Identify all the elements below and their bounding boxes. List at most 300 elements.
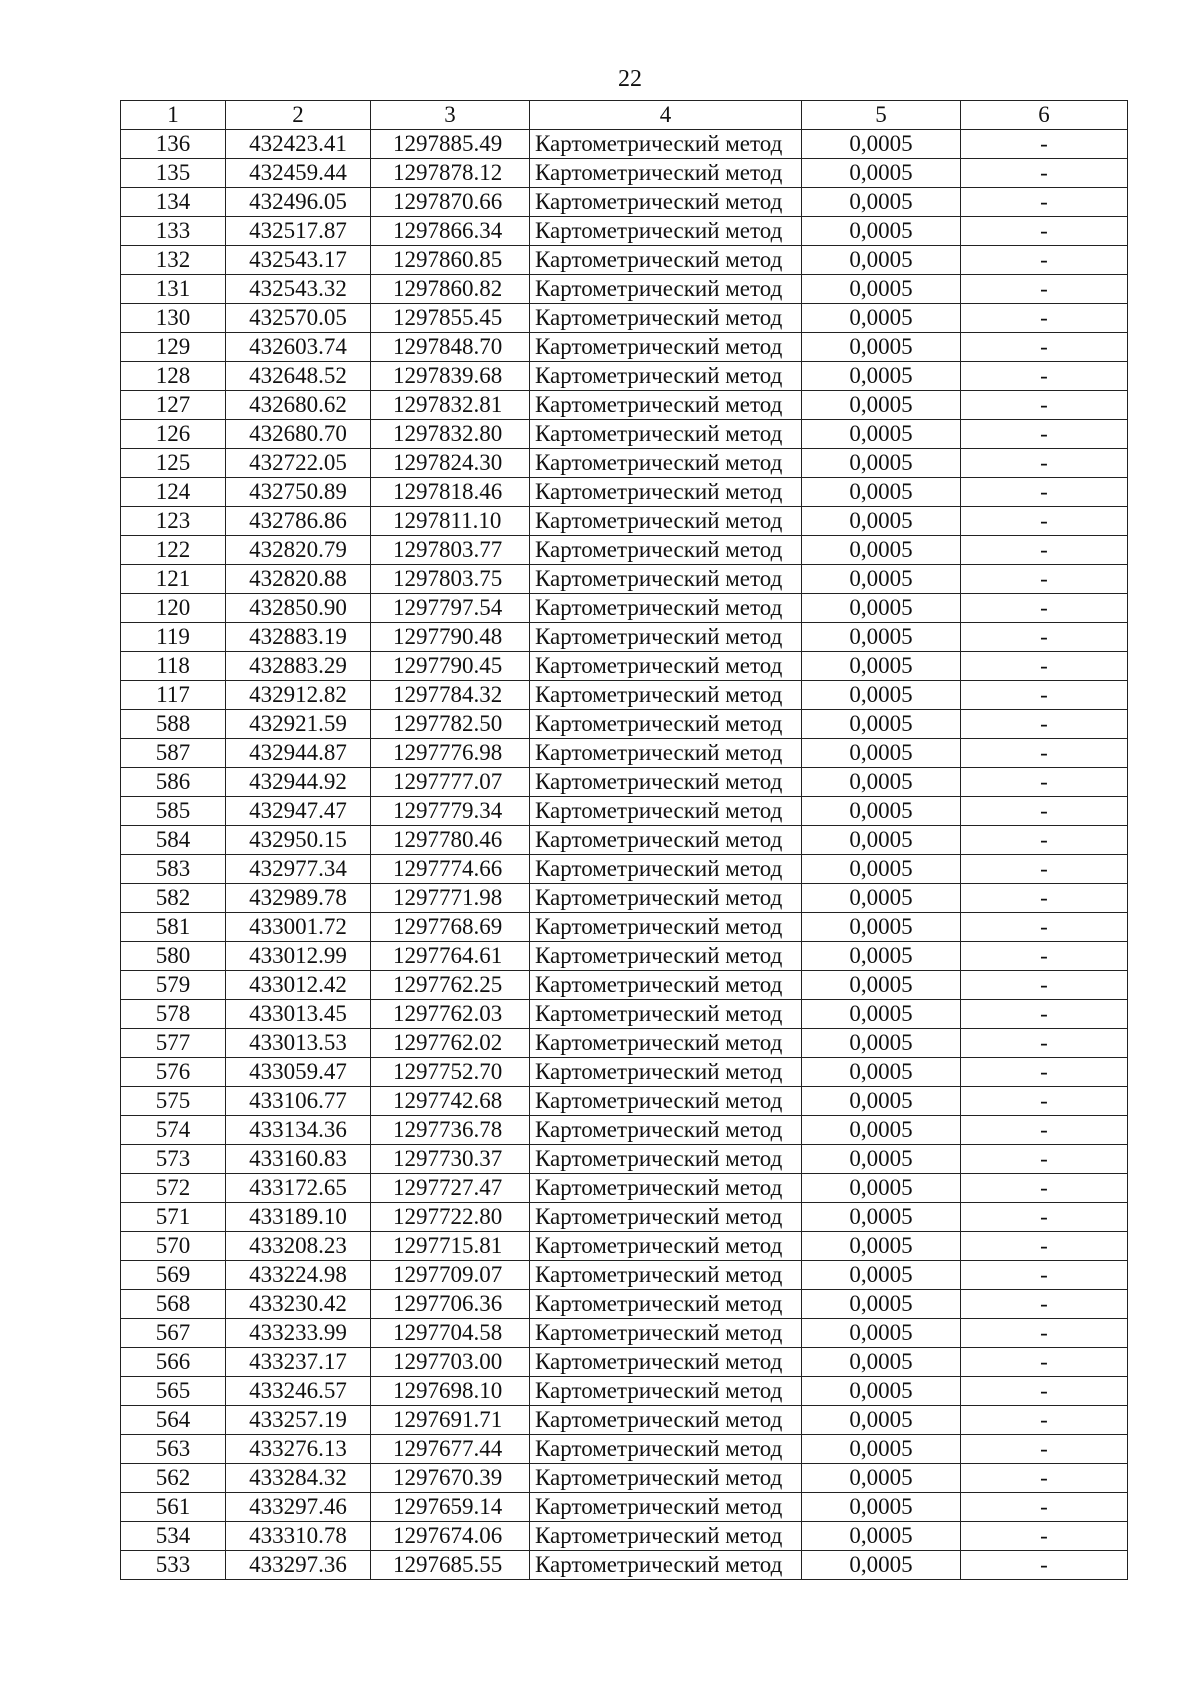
point-number-cell: 566 [121, 1348, 226, 1377]
note-cell: - [961, 855, 1128, 884]
accuracy-cell: 0,0005 [802, 565, 961, 594]
note-cell: - [961, 1290, 1128, 1319]
accuracy-cell: 0,0005 [802, 1522, 961, 1551]
note-cell: - [961, 768, 1128, 797]
note-cell: - [961, 594, 1128, 623]
table-row [121, 1174, 1128, 1203]
point-number-cell: 576 [121, 1058, 226, 1087]
accuracy-cell: 0,0005 [802, 652, 961, 681]
y-coordinate-cell: 1297860.82 [371, 275, 530, 304]
method-cell: Картометрический метод [530, 913, 802, 942]
point-number-cell: 128 [121, 362, 226, 391]
method-cell: Картометрический метод [530, 1435, 802, 1464]
y-coordinate-cell: 1297722.80 [371, 1203, 530, 1232]
table-row [121, 797, 1128, 826]
method-cell: Картометрический метод [530, 1232, 802, 1261]
point-number-cell: 119 [121, 623, 226, 652]
table-row [121, 1406, 1128, 1435]
method-cell: Картометрический метод [530, 275, 802, 304]
method-cell: Картометрический метод [530, 391, 802, 420]
accuracy-cell: 0,0005 [802, 681, 961, 710]
note-cell: - [961, 913, 1128, 942]
method-cell: Картометрический метод [530, 623, 802, 652]
x-coordinate-cell: 433012.42 [226, 971, 371, 1000]
x-coordinate-cell: 432786.86 [226, 507, 371, 536]
x-coordinate-cell: 433106.77 [226, 1087, 371, 1116]
table-row [121, 710, 1128, 739]
note-cell: - [961, 275, 1128, 304]
note-cell: - [961, 797, 1128, 826]
note-cell: - [961, 1348, 1128, 1377]
x-coordinate-cell: 433189.10 [226, 1203, 371, 1232]
table-row [121, 536, 1128, 565]
method-cell: Картометрический метод [530, 217, 802, 246]
y-coordinate-cell: 1297762.25 [371, 971, 530, 1000]
x-coordinate-cell: 433297.36 [226, 1551, 371, 1580]
method-cell: Картометрический метод [530, 855, 802, 884]
note-cell: - [961, 1464, 1128, 1493]
table-row [121, 826, 1128, 855]
accuracy-cell: 0,0005 [802, 1435, 961, 1464]
accuracy-cell: 0,0005 [802, 739, 961, 768]
point-number-cell: 561 [121, 1493, 226, 1522]
x-coordinate-cell: 433246.57 [226, 1377, 371, 1406]
note-cell: - [961, 1116, 1128, 1145]
x-coordinate-cell: 433230.42 [226, 1290, 371, 1319]
x-coordinate-cell: 433297.46 [226, 1493, 371, 1522]
point-number-cell: 586 [121, 768, 226, 797]
method-cell: Картометрический метод [530, 884, 802, 913]
point-number-cell: 570 [121, 1232, 226, 1261]
method-cell: Картометрический метод [530, 304, 802, 333]
table-header [121, 101, 1128, 130]
x-coordinate-cell: 433208.23 [226, 1232, 371, 1261]
method-cell: Картометрический метод [530, 594, 802, 623]
x-coordinate-cell: 432648.52 [226, 362, 371, 391]
note-cell: - [961, 420, 1128, 449]
note-cell: - [961, 565, 1128, 594]
x-coordinate-cell: 433001.72 [226, 913, 371, 942]
note-cell: - [961, 681, 1128, 710]
point-number-cell: 121 [121, 565, 226, 594]
point-number-cell: 132 [121, 246, 226, 275]
column-header-4: 4 [530, 101, 802, 130]
table-row [121, 623, 1128, 652]
method-cell: Картометрический метод [530, 1290, 802, 1319]
table-row [121, 1290, 1128, 1319]
method-cell: Картометрический метод [530, 246, 802, 275]
y-coordinate-cell: 1297777.07 [371, 768, 530, 797]
accuracy-cell: 0,0005 [802, 884, 961, 913]
y-coordinate-cell: 1297715.81 [371, 1232, 530, 1261]
y-coordinate-cell: 1297706.36 [371, 1290, 530, 1319]
method-cell: Картометрический метод [530, 188, 802, 217]
point-number-cell: 568 [121, 1290, 226, 1319]
point-number-cell: 533 [121, 1551, 226, 1580]
accuracy-cell: 0,0005 [802, 246, 961, 275]
method-cell: Картометрический метод [530, 1116, 802, 1145]
note-cell: - [961, 449, 1128, 478]
header-row [121, 101, 1128, 130]
accuracy-cell: 0,0005 [802, 1029, 961, 1058]
x-coordinate-cell: 432912.82 [226, 681, 371, 710]
point-number-cell: 534 [121, 1522, 226, 1551]
note-cell: - [961, 1174, 1128, 1203]
method-cell: Картометрический метод [530, 1406, 802, 1435]
y-coordinate-cell: 1297797.54 [371, 594, 530, 623]
accuracy-cell: 0,0005 [802, 1116, 961, 1145]
method-cell: Картометрический метод [530, 565, 802, 594]
table-row [121, 1203, 1128, 1232]
accuracy-cell: 0,0005 [802, 1290, 961, 1319]
point-number-cell: 129 [121, 333, 226, 362]
point-number-cell: 562 [121, 1464, 226, 1493]
method-cell: Картометрический метод [530, 971, 802, 1000]
y-coordinate-cell: 1297764.61 [371, 942, 530, 971]
table-row [121, 1551, 1128, 1580]
table-row [121, 478, 1128, 507]
table-row [121, 1493, 1128, 1522]
point-number-cell: 578 [121, 1000, 226, 1029]
table-row [121, 420, 1128, 449]
y-coordinate-cell: 1297768.69 [371, 913, 530, 942]
y-coordinate-cell: 1297848.70 [371, 333, 530, 362]
method-cell: Картометрический метод [530, 1493, 802, 1522]
y-coordinate-cell: 1297780.46 [371, 826, 530, 855]
accuracy-cell: 0,0005 [802, 217, 961, 246]
accuracy-cell: 0,0005 [802, 913, 961, 942]
y-coordinate-cell: 1297776.98 [371, 739, 530, 768]
method-cell: Картометрический метод [530, 1029, 802, 1058]
accuracy-cell: 0,0005 [802, 1087, 961, 1116]
table-row [121, 1232, 1128, 1261]
accuracy-cell: 0,0005 [802, 304, 961, 333]
table-row [121, 1261, 1128, 1290]
y-coordinate-cell: 1297762.02 [371, 1029, 530, 1058]
accuracy-cell: 0,0005 [802, 536, 961, 565]
accuracy-cell: 0,0005 [802, 942, 961, 971]
note-cell: - [961, 1203, 1128, 1232]
method-cell: Картометрический метод [530, 507, 802, 536]
method-cell: Картометрический метод [530, 333, 802, 362]
note-cell: - [961, 333, 1128, 362]
x-coordinate-cell: 433013.53 [226, 1029, 371, 1058]
y-coordinate-cell: 1297727.47 [371, 1174, 530, 1203]
accuracy-cell: 0,0005 [802, 478, 961, 507]
method-cell: Картометрический метод [530, 362, 802, 391]
note-cell: - [961, 246, 1128, 275]
y-coordinate-cell: 1297674.06 [371, 1522, 530, 1551]
x-coordinate-cell: 432543.32 [226, 275, 371, 304]
point-number-cell: 135 [121, 159, 226, 188]
note-cell: - [961, 1493, 1128, 1522]
y-coordinate-cell: 1297878.12 [371, 159, 530, 188]
note-cell: - [961, 217, 1128, 246]
point-number-cell: 118 [121, 652, 226, 681]
y-coordinate-cell: 1297790.48 [371, 623, 530, 652]
point-number-cell: 572 [121, 1174, 226, 1203]
method-cell: Картометрический метод [530, 1464, 802, 1493]
x-coordinate-cell: 433310.78 [226, 1522, 371, 1551]
column-header-6: 6 [961, 101, 1128, 130]
method-cell: Картометрический метод [530, 420, 802, 449]
y-coordinate-cell: 1297779.34 [371, 797, 530, 826]
table-row [121, 1377, 1128, 1406]
method-cell: Картометрический метод [530, 130, 802, 159]
table-row [121, 188, 1128, 217]
y-coordinate-cell: 1297860.85 [371, 246, 530, 275]
method-cell: Картометрический метод [530, 1348, 802, 1377]
table-row [121, 449, 1128, 478]
accuracy-cell: 0,0005 [802, 275, 961, 304]
x-coordinate-cell: 432459.44 [226, 159, 371, 188]
table-row [121, 1087, 1128, 1116]
x-coordinate-cell: 432944.92 [226, 768, 371, 797]
method-cell: Картометрический метод [530, 1203, 802, 1232]
accuracy-cell: 0,0005 [802, 768, 961, 797]
y-coordinate-cell: 1297784.32 [371, 681, 530, 710]
point-number-cell: 122 [121, 536, 226, 565]
y-coordinate-cell: 1297855.45 [371, 304, 530, 333]
note-cell: - [961, 1000, 1128, 1029]
point-number-cell: 117 [121, 681, 226, 710]
x-coordinate-cell: 433172.65 [226, 1174, 371, 1203]
table-row [121, 1000, 1128, 1029]
x-coordinate-cell: 432947.47 [226, 797, 371, 826]
x-coordinate-cell: 432944.87 [226, 739, 371, 768]
method-cell: Картометрический метод [530, 536, 802, 565]
method-cell: Картометрический метод [530, 710, 802, 739]
table-row [121, 1435, 1128, 1464]
point-number-cell: 588 [121, 710, 226, 739]
accuracy-cell: 0,0005 [802, 507, 961, 536]
y-coordinate-cell: 1297870.66 [371, 188, 530, 217]
method-cell: Картометрический метод [530, 739, 802, 768]
column-header-1: 1 [121, 101, 226, 130]
accuracy-cell: 0,0005 [802, 1551, 961, 1580]
accuracy-cell: 0,0005 [802, 1145, 961, 1174]
column-header-3: 3 [371, 101, 530, 130]
method-cell: Картометрический метод [530, 1058, 802, 1087]
x-coordinate-cell: 432820.79 [226, 536, 371, 565]
column-header-5: 5 [802, 101, 961, 130]
note-cell: - [961, 478, 1128, 507]
y-coordinate-cell: 1297762.03 [371, 1000, 530, 1029]
point-number-cell: 564 [121, 1406, 226, 1435]
point-number-cell: 569 [121, 1261, 226, 1290]
accuracy-cell: 0,0005 [802, 797, 961, 826]
table-row [121, 391, 1128, 420]
method-cell: Картометрический метод [530, 1087, 802, 1116]
y-coordinate-cell: 1297771.98 [371, 884, 530, 913]
method-cell: Картометрический метод [530, 681, 802, 710]
method-cell: Картометрический метод [530, 1522, 802, 1551]
coordinates-table [120, 100, 1128, 1580]
y-coordinate-cell: 1297803.75 [371, 565, 530, 594]
accuracy-cell: 0,0005 [802, 1232, 961, 1261]
accuracy-cell: 0,0005 [802, 826, 961, 855]
accuracy-cell: 0,0005 [802, 971, 961, 1000]
table-row [121, 1029, 1128, 1058]
note-cell: - [961, 739, 1128, 768]
y-coordinate-cell: 1297803.77 [371, 536, 530, 565]
y-coordinate-cell: 1297704.58 [371, 1319, 530, 1348]
table-row [121, 507, 1128, 536]
note-cell: - [961, 1435, 1128, 1464]
y-coordinate-cell: 1297774.66 [371, 855, 530, 884]
accuracy-cell: 0,0005 [802, 1174, 961, 1203]
accuracy-cell: 0,0005 [802, 1058, 961, 1087]
y-coordinate-cell: 1297736.78 [371, 1116, 530, 1145]
note-cell: - [961, 1522, 1128, 1551]
x-coordinate-cell: 432680.62 [226, 391, 371, 420]
x-coordinate-cell: 432820.88 [226, 565, 371, 594]
method-cell: Картометрический метод [530, 478, 802, 507]
table-row [121, 971, 1128, 1000]
method-cell: Картометрический метод [530, 1145, 802, 1174]
y-coordinate-cell: 1297691.71 [371, 1406, 530, 1435]
accuracy-cell: 0,0005 [802, 1377, 961, 1406]
method-cell: Картометрический метод [530, 159, 802, 188]
note-cell: - [961, 1551, 1128, 1580]
point-number-cell: 130 [121, 304, 226, 333]
accuracy-cell: 0,0005 [802, 1261, 961, 1290]
table-row [121, 768, 1128, 797]
note-cell: - [961, 1058, 1128, 1087]
x-coordinate-cell: 432883.29 [226, 652, 371, 681]
point-number-cell: 131 [121, 275, 226, 304]
x-coordinate-cell: 432921.59 [226, 710, 371, 739]
y-coordinate-cell: 1297709.07 [371, 1261, 530, 1290]
method-cell: Картометрический метод [530, 1261, 802, 1290]
table-row [121, 304, 1128, 333]
table-row [121, 1522, 1128, 1551]
point-number-cell: 133 [121, 217, 226, 246]
page-number: 22 [618, 66, 642, 92]
x-coordinate-cell: 432977.34 [226, 855, 371, 884]
method-cell: Картометрический метод [530, 449, 802, 478]
point-number-cell: 574 [121, 1116, 226, 1145]
accuracy-cell: 0,0005 [802, 1319, 961, 1348]
point-number-cell: 587 [121, 739, 226, 768]
note-cell: - [961, 1232, 1128, 1261]
point-number-cell: 582 [121, 884, 226, 913]
note-cell: - [961, 159, 1128, 188]
table-body [121, 130, 1128, 1580]
x-coordinate-cell: 433276.13 [226, 1435, 371, 1464]
x-coordinate-cell: 433224.98 [226, 1261, 371, 1290]
note-cell: - [961, 710, 1128, 739]
accuracy-cell: 0,0005 [802, 362, 961, 391]
x-coordinate-cell: 432603.74 [226, 333, 371, 362]
y-coordinate-cell: 1297659.14 [371, 1493, 530, 1522]
point-number-cell: 580 [121, 942, 226, 971]
note-cell: - [961, 623, 1128, 652]
x-coordinate-cell: 432496.05 [226, 188, 371, 217]
table-row [121, 594, 1128, 623]
y-coordinate-cell: 1297703.00 [371, 1348, 530, 1377]
table-row [121, 913, 1128, 942]
x-coordinate-cell: 432750.89 [226, 478, 371, 507]
note-cell: - [961, 1029, 1128, 1058]
accuracy-cell: 0,0005 [802, 391, 961, 420]
accuracy-cell: 0,0005 [802, 1348, 961, 1377]
y-coordinate-cell: 1297832.80 [371, 420, 530, 449]
accuracy-cell: 0,0005 [802, 449, 961, 478]
note-cell: - [961, 304, 1128, 333]
y-coordinate-cell: 1297685.55 [371, 1551, 530, 1580]
point-number-cell: 567 [121, 1319, 226, 1348]
accuracy-cell: 0,0005 [802, 1493, 961, 1522]
x-coordinate-cell: 432989.78 [226, 884, 371, 913]
y-coordinate-cell: 1297790.45 [371, 652, 530, 681]
y-coordinate-cell: 1297818.46 [371, 478, 530, 507]
accuracy-cell: 0,0005 [802, 855, 961, 884]
point-number-cell: 120 [121, 594, 226, 623]
note-cell: - [961, 391, 1128, 420]
accuracy-cell: 0,0005 [802, 159, 961, 188]
method-cell: Картометрический метод [530, 1377, 802, 1406]
x-coordinate-cell: 433233.99 [226, 1319, 371, 1348]
point-number-cell: 585 [121, 797, 226, 826]
table-row [121, 333, 1128, 362]
y-coordinate-cell: 1297677.44 [371, 1435, 530, 1464]
point-number-cell: 571 [121, 1203, 226, 1232]
point-number-cell: 565 [121, 1377, 226, 1406]
y-coordinate-cell: 1297742.68 [371, 1087, 530, 1116]
point-number-cell: 579 [121, 971, 226, 1000]
note-cell: - [961, 826, 1128, 855]
point-number-cell: 563 [121, 1435, 226, 1464]
note-cell: - [961, 507, 1128, 536]
table-row [121, 1348, 1128, 1377]
table-row [121, 1145, 1128, 1174]
x-coordinate-cell: 432883.19 [226, 623, 371, 652]
y-coordinate-cell: 1297782.50 [371, 710, 530, 739]
method-cell: Картометрический метод [530, 1319, 802, 1348]
note-cell: - [961, 971, 1128, 1000]
table-row [121, 1319, 1128, 1348]
accuracy-cell: 0,0005 [802, 1000, 961, 1029]
column-header-2: 2 [226, 101, 371, 130]
method-cell: Картометрический метод [530, 942, 802, 971]
table-row [121, 362, 1128, 391]
method-cell: Картометрический метод [530, 1551, 802, 1580]
y-coordinate-cell: 1297730.37 [371, 1145, 530, 1174]
note-cell: - [961, 188, 1128, 217]
note-cell: - [961, 1319, 1128, 1348]
y-coordinate-cell: 1297832.81 [371, 391, 530, 420]
accuracy-cell: 0,0005 [802, 333, 961, 362]
x-coordinate-cell: 433013.45 [226, 1000, 371, 1029]
point-number-cell: 581 [121, 913, 226, 942]
x-coordinate-cell: 433257.19 [226, 1406, 371, 1435]
accuracy-cell: 0,0005 [802, 710, 961, 739]
y-coordinate-cell: 1297885.49 [371, 130, 530, 159]
note-cell: - [961, 1406, 1128, 1435]
note-cell: - [961, 652, 1128, 681]
method-cell: Картометрический метод [530, 1000, 802, 1029]
x-coordinate-cell: 432423.41 [226, 130, 371, 159]
table-row [121, 130, 1128, 159]
table-row [121, 565, 1128, 594]
accuracy-cell: 0,0005 [802, 594, 961, 623]
table-row [121, 217, 1128, 246]
table-row [121, 942, 1128, 971]
table-row [121, 1116, 1128, 1145]
note-cell: - [961, 1261, 1128, 1290]
x-coordinate-cell: 433059.47 [226, 1058, 371, 1087]
